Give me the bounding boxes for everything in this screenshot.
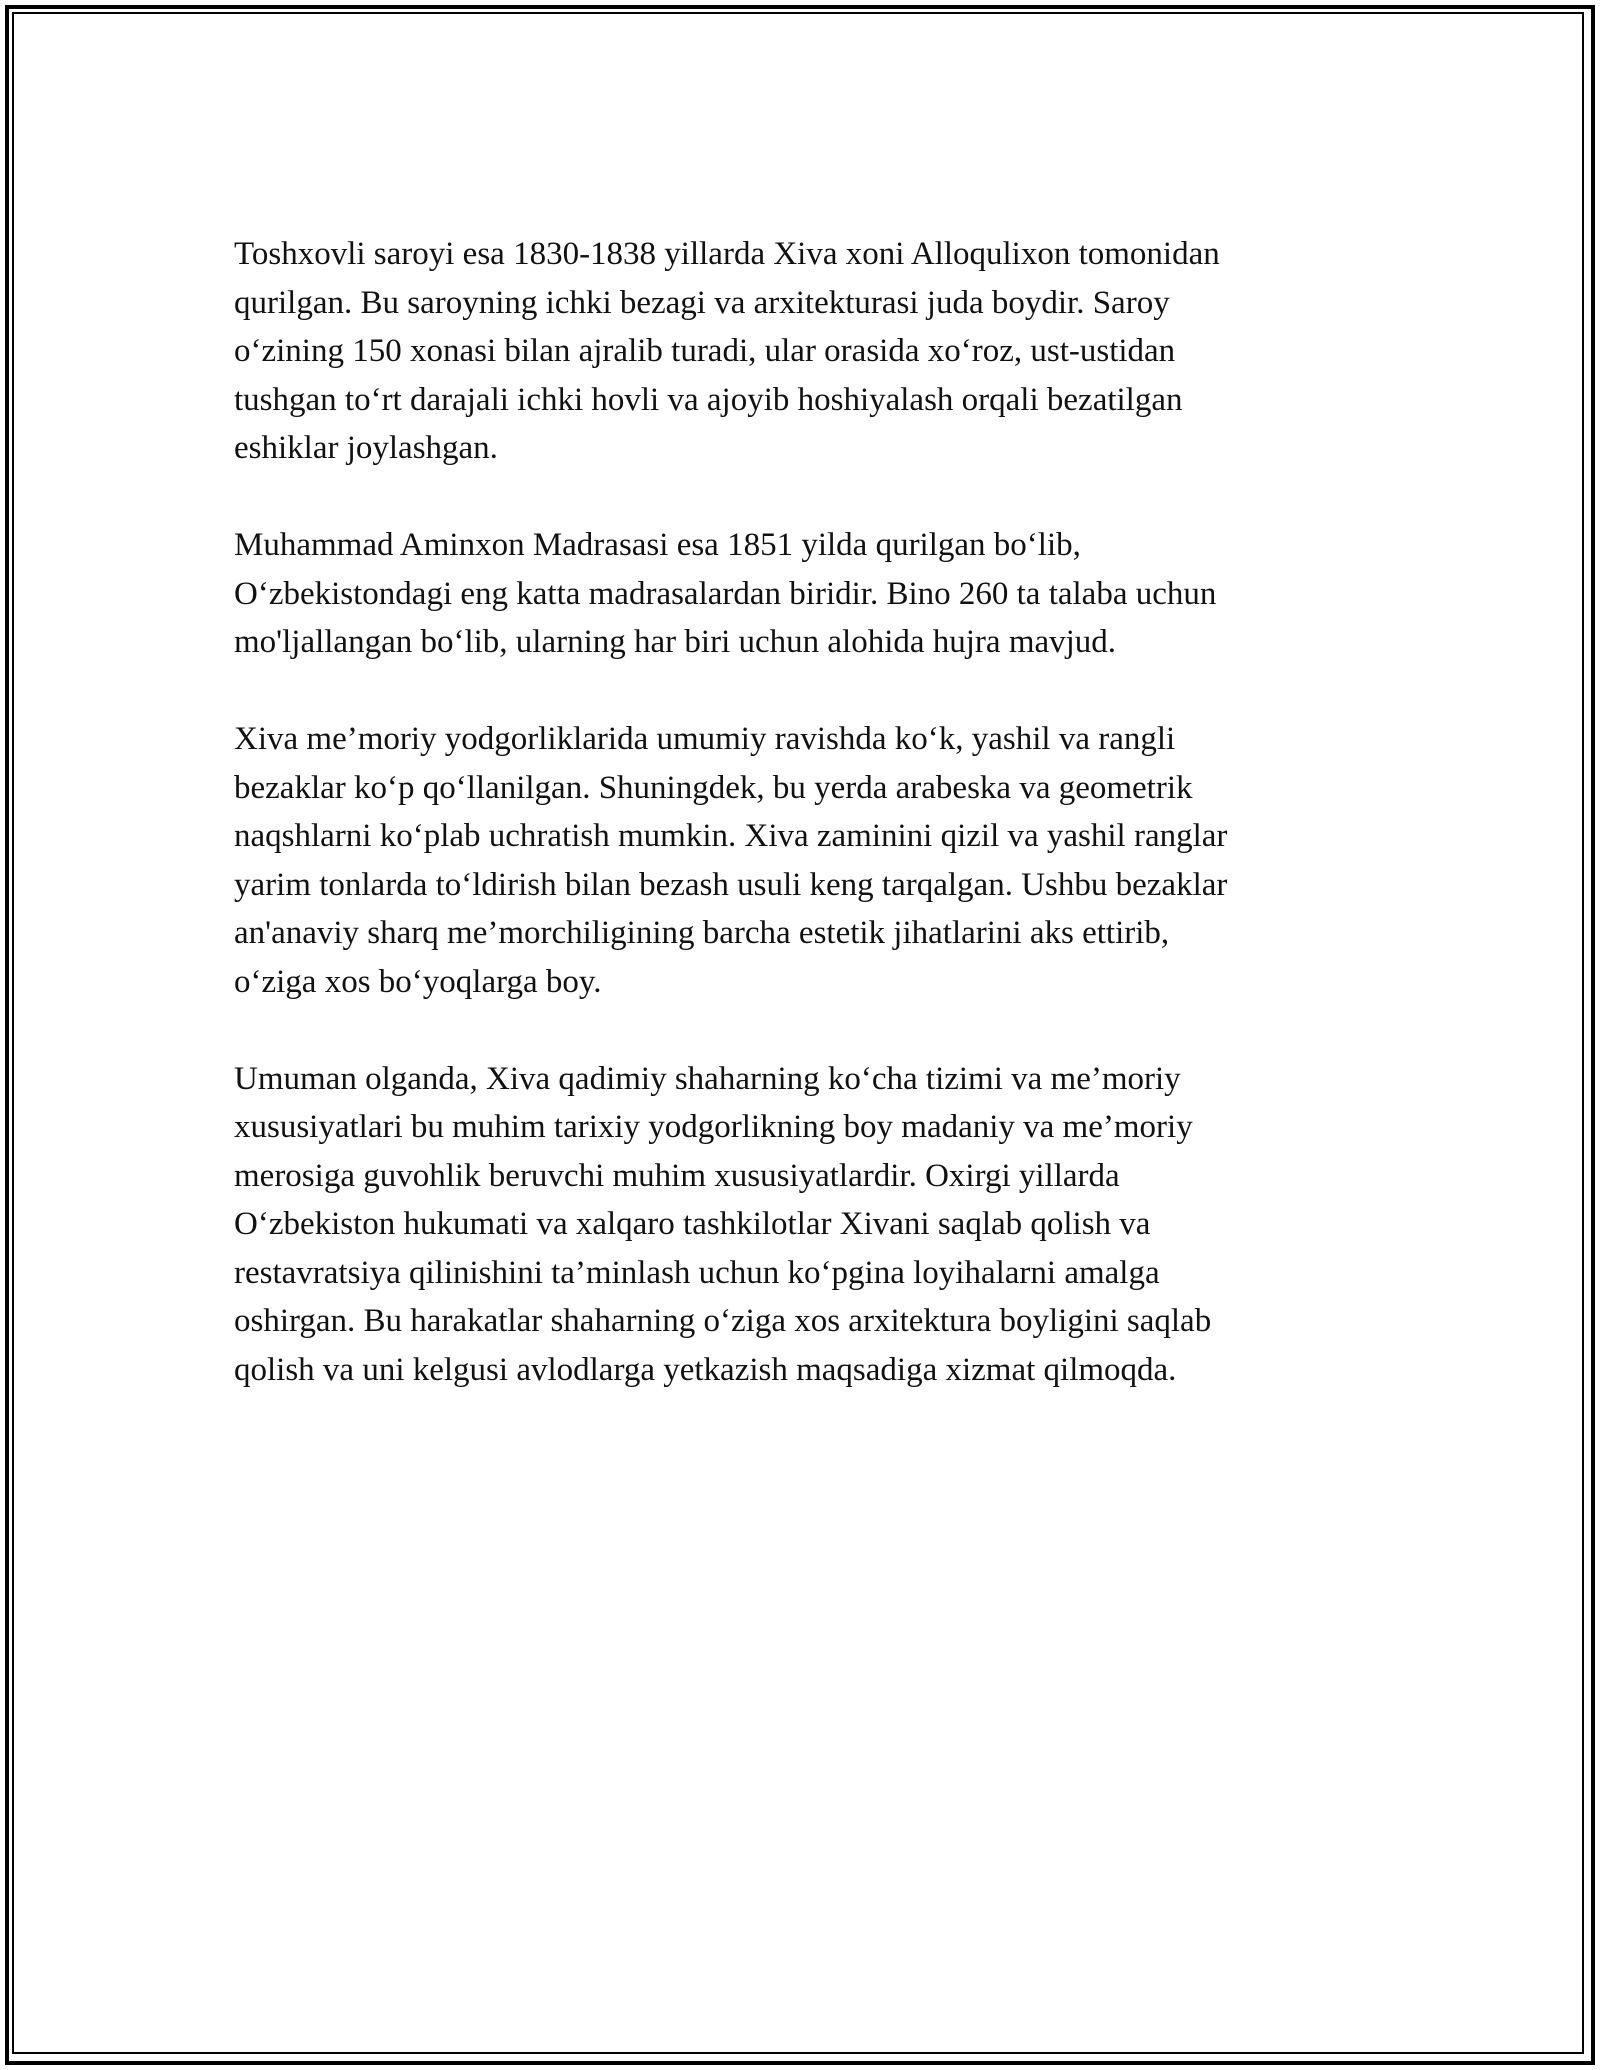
text-line: Toshxovli saroyi esa 1830-1838 yillarda Xiva xoni Alloqulixon tomonidan	[234, 236, 1220, 272]
text-line: Muhammad Aminxon Madrasasi esa 1851 yilda qurilgan bo‘lib,	[234, 527, 1081, 563]
text-line: Xiva me’moriy yodgorliklarida umumiy ravishda ko‘k, yashil va rangli	[234, 721, 1176, 757]
text-line: an'anaviy sharq me’morchiligining barcha estetik jihatlarini aks ettirib,	[234, 915, 1170, 951]
text-line: O‘zbekiston hukumati va xalqaro tashkilotlar Xivani saqlab qolish va	[234, 1206, 1151, 1242]
text-line: Umuman olganda, Xiva qadimiy shaharning ko‘cha tizimi va me’moriy	[234, 1060, 1181, 1097]
text-line: o‘ziga xos bo‘yoqlarga boy.	[234, 963, 602, 1000]
text-line: merosiga guvohlik beruvchi muhim xususiyatlardir. Oxirgi yillarda	[234, 1157, 1120, 1194]
text-line: oshirgan. Bu harakatlar shaharning o‘ziga xos arxitektura boyligini saqlab	[234, 1303, 1212, 1339]
paragraph-madrasa	[234, 521, 1364, 667]
text-line: xususiyatlari bu muhim tarixiy yodgorlikning boy madaniy va me’moriy	[234, 1109, 1193, 1145]
text-line: o‘zining 150 xonasi bilan ajralib turadi, ular orasida xo‘roz, ust-ustidan	[234, 333, 1176, 369]
paragraph-toshxovli	[234, 230, 1364, 473]
paragraph-bezaklar	[234, 715, 1364, 1006]
paragraph-xulosa	[234, 1055, 1364, 1395]
text-line: tushgan to‘rt darajali ichki hovli va ajoyib hoshiyalash orqali bezatilgan	[234, 381, 1183, 418]
text-line: naqshlarni ko‘plab uchratish mumkin. Xiva zaminini qizil va yashil ranglar	[234, 818, 1228, 854]
document-body	[234, 230, 1364, 1443]
text-line: qurilgan. Bu saroyning ichki bezagi va arxitekturasi juda boydir. Saroy	[234, 284, 1170, 321]
text-line: restavratsiya qilinishini ta’minlash uchun ko‘pgina loyihalarni amalga	[234, 1254, 1160, 1291]
text-line: O‘zbekistondagi eng katta madrasalardan biridir. Bino 260 ta talaba uchun	[234, 575, 1217, 612]
text-line: qolish va uni kelgusi avlodlarga yetkazish maqsadiga xizmat qilmoqda.	[234, 1351, 1177, 1388]
text-line: bezaklar ko‘p qo‘llanilgan. Shuningdek, bu yerda arabeska va geometrik	[234, 769, 1193, 806]
text-line: mo'ljallangan bo‘lib, ularning har biri uchun alohida hujra mavjud.	[234, 624, 1117, 660]
text-line: yarim tonlarda to‘ldirish bilan bezash usuli keng tarqalgan. Ushbu bezaklar	[234, 866, 1228, 903]
text-line: eshiklar joylashgan.	[234, 430, 498, 466]
